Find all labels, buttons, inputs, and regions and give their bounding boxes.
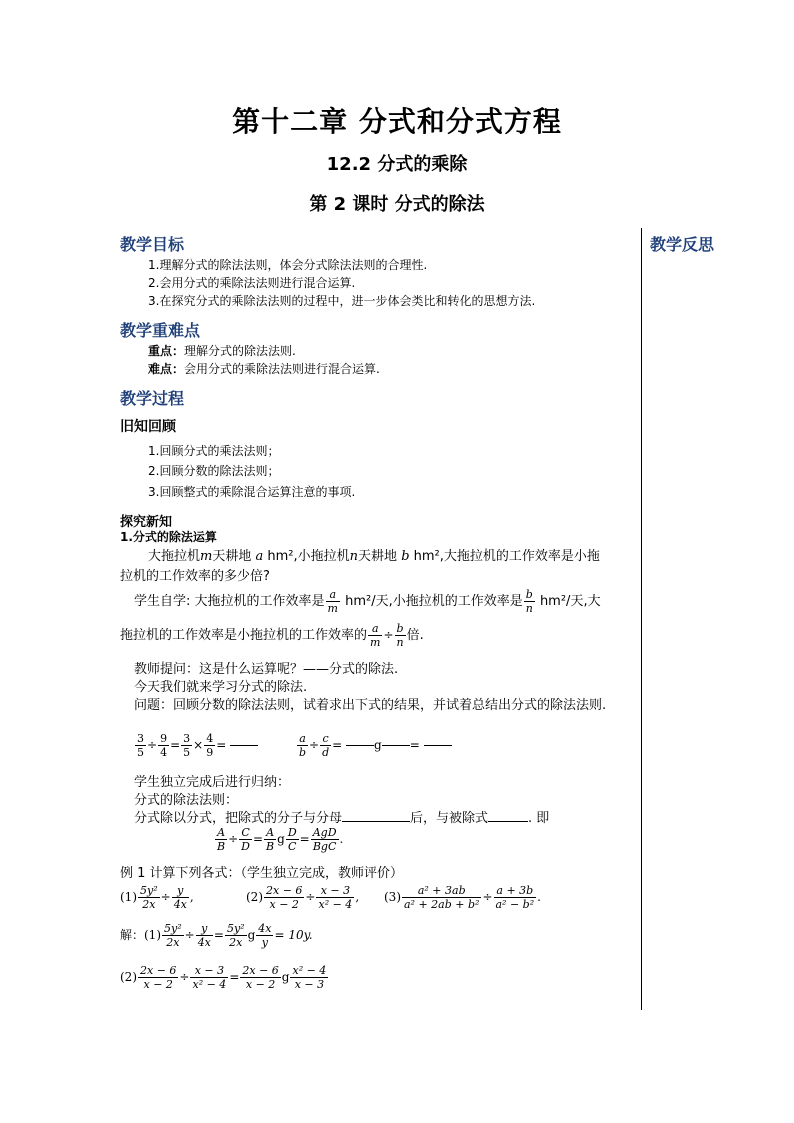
- problem-text-d: 天耕地: [358, 549, 398, 564]
- rule-text-b: 后，与被除式: [410, 811, 489, 826]
- review-item-2: 2.回顾分数的除法法则；: [148, 464, 280, 478]
- solution-2: (2) $\frac{2x - 6}{x - 2}$ ÷ $\frac{x - 3}{\text{x² − 4}}$ = $\frac{2x - 6}{x - 2}$ g $\frac{\text{x² − 4}}{x - 3}$: [120, 964, 327, 991]
- section-title: 12.2 分式的乘除: [326, 154, 468, 175]
- algebraic-exercise: $\frac{a}{b}$ ÷ $\frac{c}{d}$ = g =: [296, 732, 452, 759]
- example-title: 例 1 计算下列各式：（学生独立完成，教师评价）: [120, 866, 404, 881]
- rule-text-c: . 即: [528, 811, 550, 826]
- fraction-a-over-m: $\frac{a}{m}$: [327, 588, 338, 615]
- goal-item-1: 1.理解分式的除法法则，体会分式除法法则的合理性.: [148, 258, 428, 272]
- var-n: n: [349, 549, 359, 564]
- key-points-title: 教学重难点: [120, 321, 201, 340]
- review-item-3: 3.回顾整式的乘除混合运算注意的事项.: [148, 485, 356, 499]
- problem-text-b: 天耕地: [212, 549, 252, 564]
- goals-title: 教学目标: [120, 235, 185, 254]
- var-a: a: [255, 549, 264, 564]
- reflection-title: 教学反思: [650, 235, 715, 254]
- divide-sign: ÷: [383, 628, 394, 642]
- self-study-text-a: 学生自学: 大拖拉机的工作效率是: [134, 594, 325, 609]
- difficulty-point: [148, 360, 380, 377]
- result-1: 10y.: [288, 928, 313, 942]
- example-problem-3: (3) $\frac{\text{a² + 3ab}}{\text{a² + 2ab + b²}}$ ÷ $\frac{a + 3b}{\text{a² − b²}}$ .: [384, 884, 541, 911]
- fraction-exercise: $\frac{3}{5}$ ÷ $\frac{9}{4}$ = $\frac{3}{5}$ × $\frac{4}{9}$ =: [134, 732, 258, 759]
- label-2: (2): [246, 890, 263, 904]
- blank-1: [342, 821, 410, 822]
- key-label: 重点：: [148, 344, 185, 358]
- difficulty-text: 会用分式的乘除法法则进行混合运算.: [184, 362, 380, 376]
- blank-2: [488, 821, 528, 822]
- explore-title: 探究新知: [120, 515, 173, 530]
- division-rule-formula: $\frac{A}{B}$ ÷ $\frac{C}{D}$ = $\frac{A}{B}$ g $\frac{D}{C}$ = $\frac{\text{AgD}}{\text{BgC}}$ .: [217, 826, 344, 853]
- label-1: (1): [120, 890, 137, 904]
- example-problem-1: (1) $\frac{\text{5y²}}{2x}$ ÷ $\frac{y}{4x}$ ,: [120, 884, 194, 911]
- problem-line-1: [148, 545, 600, 564]
- chapter-title: 第十二章 分式和分式方程: [232, 105, 562, 138]
- rule-text-a: 分式除以分式，把除式的分子与分母: [134, 811, 343, 826]
- today-text: 今天我们就来学习分式的除法.: [134, 680, 308, 695]
- process-title: 教学过程: [120, 389, 185, 408]
- var-b: b: [401, 549, 410, 564]
- problem-line-2: 拉机的工作效率的多少倍?: [120, 569, 270, 584]
- problem-text-c: hm²,小拖拉机: [263, 549, 350, 564]
- fraction-b-over-n-2: $\frac{b}{n}$: [396, 622, 404, 649]
- question-text: 问题：回顾分数的除法法则，试着求出下式的结果，并试着总结出分式的除法法则.: [134, 698, 607, 713]
- goal-item-3: 3.在探究分式的乘除法法则的过程中，进一步体会类比和转化的思想方法.: [148, 294, 536, 308]
- difficulty-label: 难点：: [148, 362, 185, 376]
- problem-text-a: 大拖拉机: [148, 549, 201, 564]
- label-3: (3): [384, 890, 401, 904]
- key-point: [148, 342, 296, 359]
- self-study-text-b: hm²/天,小拖拉机的工作效率是: [340, 594, 523, 609]
- ratio-text-a: 拖拉机的工作效率是小拖拉机的工作效率的: [120, 628, 368, 643]
- solution-2-label: (2): [120, 970, 137, 984]
- problem-text-e: hm²,大拖拉机的工作效率是小拖: [409, 549, 600, 564]
- column-divider: [641, 228, 642, 1010]
- fraction-a-over-m-2: $\frac{a}{m}$: [370, 622, 381, 649]
- fraction-b-over-n: $\frac{b}{n}$: [525, 588, 533, 615]
- goal-item-2: 2.会用分式的乘除法法则进行混合运算.: [148, 276, 356, 290]
- ratio-text-b: 倍.: [406, 628, 424, 643]
- self-study-text-c: hm²/天,大: [535, 594, 601, 609]
- solution-1: 解：(1) $\frac{\text{5y²}}{2x}$ ÷ $\frac{y}{4x}$ = $\frac{\text{5y²}}{2x}$ g $\frac{4x}{y}$ = 10y.: [120, 922, 313, 949]
- ratio-line: [120, 622, 424, 649]
- explore-subtitle: 1.分式的除法运算: [120, 530, 217, 544]
- self-study-line: [134, 588, 601, 615]
- teacher-question: 教师提问：这是什么运算呢？——分式的除法.: [134, 662, 399, 677]
- review-title: 旧知回顾: [120, 419, 176, 435]
- summary-text: 学生独立完成后进行归纳：: [134, 775, 291, 790]
- review-item-1: 1.回顾分式的乘法法则；: [148, 444, 280, 458]
- rule-title: 分式的除法法则：: [134, 793, 239, 808]
- solution-label: 解：(1): [120, 928, 161, 942]
- example-problem-2: (2) $\frac{2x - 6}{x - 2}$ ÷ $\frac{x - 3}{\text{x² − 4}}$ ,: [246, 884, 360, 911]
- lesson-title: 第 2 课时 分式的除法: [309, 194, 485, 215]
- rule-text: [134, 807, 549, 826]
- key-text: 理解分式的除法法则.: [184, 344, 296, 358]
- var-m: m: [200, 549, 213, 564]
